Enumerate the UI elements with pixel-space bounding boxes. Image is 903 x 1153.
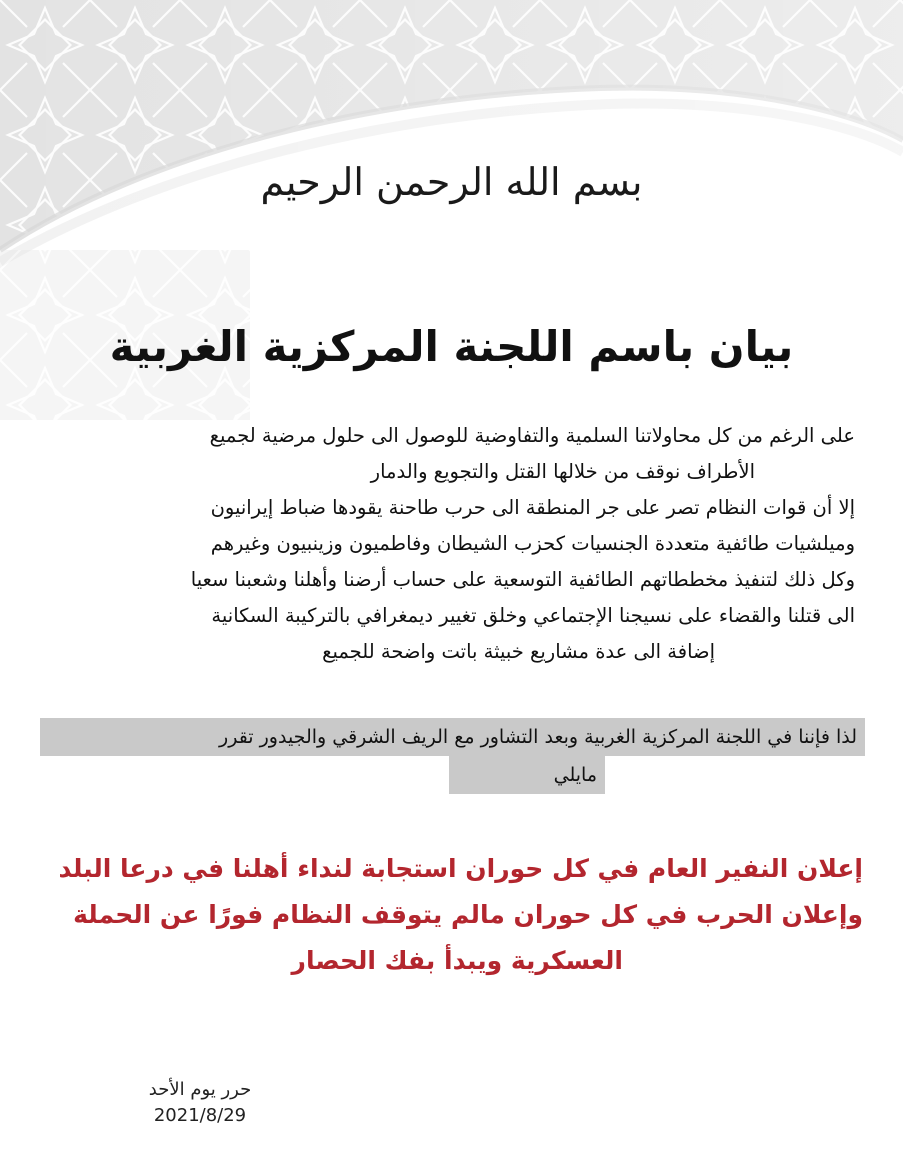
declaration-line: العسكرية ويبدأ بفك الحصار <box>291 946 623 975</box>
decision-line-2: مايلي <box>449 756 605 794</box>
body-line: وميلشيات طائفية متعددة الجنسيات كحزب الشيطان وفاطميون وزينبيون وغيرهم <box>210 532 855 555</box>
body-line: على الرغم من كل محاولاتنا السلمية والتفاوضية للوصول الى حلول مرضية لجميع <box>209 424 855 447</box>
declaration-line: وإعلان الحرب في كل حوران مالم يتوقف النظام فورًا عن الحملة <box>73 900 863 929</box>
body-line: الى قتلنا والقضاء على نسيجنا الإجتماعي وخلق تغيير ديمغرافي بالتركيبة السكانية <box>211 604 855 627</box>
declaration-line: إعلان النفير العام في كل حوران استجابة لنداء أهلنا في درعا البلد <box>58 854 863 883</box>
decision-line-1: لذا فإننا في اللجنة المركزية الغربية وبعد التشاور مع الريف الشرقي والجيدور تقرر <box>40 718 865 756</box>
decision-highlight <box>40 718 865 794</box>
body-line: إضافة الى عدة مشاريع خبيثة باتت واضحة للجميع <box>322 640 715 663</box>
body-line: إلا أن قوات النظام تصر على جر المنطقة الى حرب طاحنة يقودها ضباط إيرانيون <box>210 496 855 519</box>
body-line: وكل ذلك لتنفيذ مخططاتهم الطائفية التوسعية على حساب أرضنا وأهلنا وشعبنا سعيا <box>190 568 855 591</box>
statement-title: بيان باسم اللجنة المركزية الغربية <box>109 322 794 371</box>
declaration-block <box>33 846 863 984</box>
body-line: الأطراف نوقف من خلالها القتل والتجويع والدمار <box>370 460 755 483</box>
signoff-date: 2021/8/29 <box>153 1105 247 1126</box>
signoff-day: حرر يوم الأحد <box>148 1079 252 1100</box>
basmala-calligraphy: بسم الله الرحمن الرحيم <box>260 160 643 204</box>
statement-body <box>35 418 855 670</box>
signoff <box>120 1077 280 1129</box>
